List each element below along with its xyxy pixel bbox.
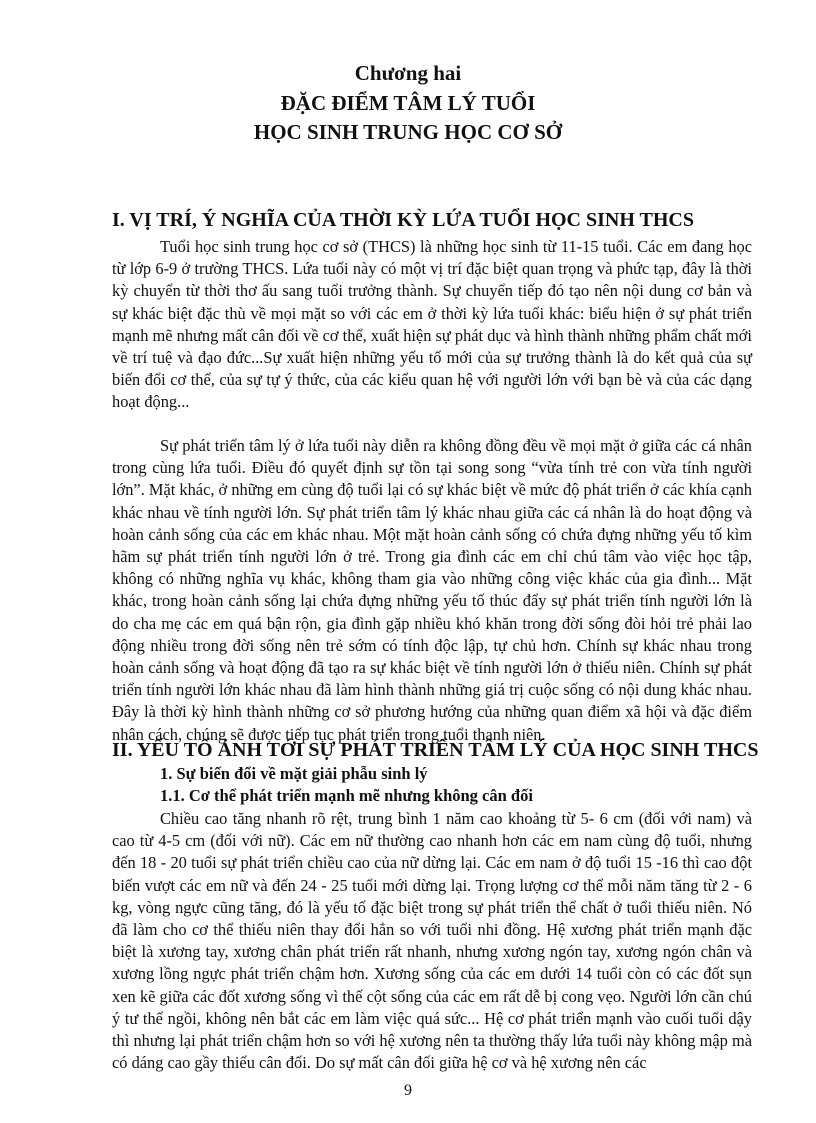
section-1-paragraph-1: Tuổi học sinh trung học cơ sở (THCS) là những học sinh từ 11-15 tuổi. Các em đang học từ lớp 6-9 ở trường THCS. Lứa tuổi này có một vị trí đặc biệt quan trọng và phức tạp, đây là thời kỳ chuyển từ thời thơ ấu sang tuổi trưởng thành. Sự chuyển tiếp đó tạo nên nội dung cơ bản và sự khác biệt đặc thù về mọi mặt so với các em ở thời kỳ lứa tuổi khác: biểu hiện ở sự phát triển mạnh mẽ nhưng mất cân đối về cơ thể, xuất hiện sự phát dục và hình thành những phẩm chất mới về trí tuệ và đạo đức...Sự xuất hiện những yếu tố mới của sự trưởng thành là do kết quả của sự biến đổi cơ thể, của sự tự ý thức, của các kiểu quan hệ với người lớn với bạn bè và của các dạng hoạt động... (112, 237, 752, 412)
section-2-paragraph-1: Chiều cao tăng nhanh rõ rệt, trung bình 1 năm cao khoảng từ 5- 6 cm (đối với nam) và cao từ 4-5 cm (đối với nữ). Các em nữ thường cao nhanh hơn các em nam cùng độ tuổi, nhưng đến 18 - 20 tuổi sự phát triển chiều cao của nữ dừng lại. Các em nam ở độ tuổi 15 -16 thì cao đột biến vượt các em nữ và đến 24 - 25 tuổi mới dừng lại. Trọng lượng cơ thể mỗi năm tăng từ 2 - 6 kg, vòng ngực cũng tăng, đó là yếu tố đặc biệt trong sự phát triển thể chất ở tuổi thiếu niên. Nó đã làm cho cơ thể thiếu niên thay đổi hẳn so với tuổi nhi đồng. Hệ xương phát triển mạnh đặc biệt là xương tay, xương chân phát triển rất nhanh, nhưng xương ngón tay, xương ngón chân và xương lồng ngực phát triển chậm hơn. Xương sống của các em dưới 14 tuổi còn có các đốt sụn xen kẽ giữa các đốt xương sống vì thế cột sống của các em rất dễ bị cong vẹo. Người lớn cần chú ý tư thế ngồi, không nên bắt các em làm việc quá sức... Hệ cơ phát triển mạnh vào cuối tuổi dậy thì nhưng lại phát triển chậm hơn so với hệ xương nên ta thường thấy lứa tuổi này không mập mà có dáng cao gầy thiếu cân đối. Do sự mất cân đối giữa hệ cơ và hệ xương nên các (112, 809, 752, 1073)
section-1-heading: I. VỊ TRÍ, Ý NGHĨA CỦA THỜI KỲ LỨA TUỔI HỌC SINH THCS (112, 209, 695, 231)
chapter-title-line-2: HỌC SINH TRUNG HỌC CƠ SỞ (253, 120, 563, 144)
section-2-heading: II. YẾU TỐ ẢNH TỚI SỰ PHÁT TRIỂN TÂM LÝ CỦA HỌC SINH THCS (112, 739, 759, 761)
subsection-1-1-heading: 1.1. Cơ thể phát triển mạnh mẽ nhưng không cân đối (160, 786, 533, 805)
section-1-paragraph-2: Sự phát triển tâm lý ở lứa tuổi này diễn ra không đồng đều về mọi mặt ở giữa các cá nhân trong cùng lứa tuổi. Điều đó quyết định sự tồn tại song song “vừa tính trẻ con vừa tính người lớn”. Mặt khác, ở những em cùng độ tuổi lại có sự khác biệt về mức độ phát triển ở các khía cạnh khác nhau về tính người lớn. Sự phát triển tâm lý khác nhau giữa các cá nhân là do hoạt động và hoàn cảnh sống của các em khác nhau. Một mặt hoàn cảnh sống có chứa đựng những yếu tố kìm hãm sự phát triển tính người lớn ở trẻ. Trong gia đình các em chỉ chú tâm vào việc học tập, không có những nghĩa vụ khác, không tham gia vào những công việc khác của gia đình... Mặt khác, trong hoàn cảnh sống lại chứa đựng những yếu tố thúc đẩy sự phát triển tính người lớn là do cha mẹ các em quá bận rộn, gia đình gặp nhiều khó khăn trong đời sống đòi hỏi trẻ phải lao động nhiều trong đời sống nên trẻ sớm có tính độc lập, tự chủ hơn. Chính sự khác nhau trong hoàn cảnh sống và hoạt động đã tạo ra sự khác biệt về tính người lớn ở thiếu niên. Chính sự phát triển tính người lớn khác nhau đã làm hình thành những giá trị cuộc sống có nội dung khác nhau. Đây là thời kỳ hình thành những cơ sở phương hướng của những quan điểm xã hội và đặc điểm nhân cách, chúng sẽ được tiếp tục phát triển trong tuổi thanh niên. (112, 436, 752, 744)
chapter-label: Chương hai (354, 61, 462, 85)
chapter-title-line-1: ĐẶC ĐIỂM TÂM LÝ TUỔI (280, 91, 536, 115)
page-number: 9 (404, 1082, 412, 1099)
subsection-1-heading: 1. Sự biến đổi về mặt giải phẫu sinh lý (160, 764, 428, 783)
